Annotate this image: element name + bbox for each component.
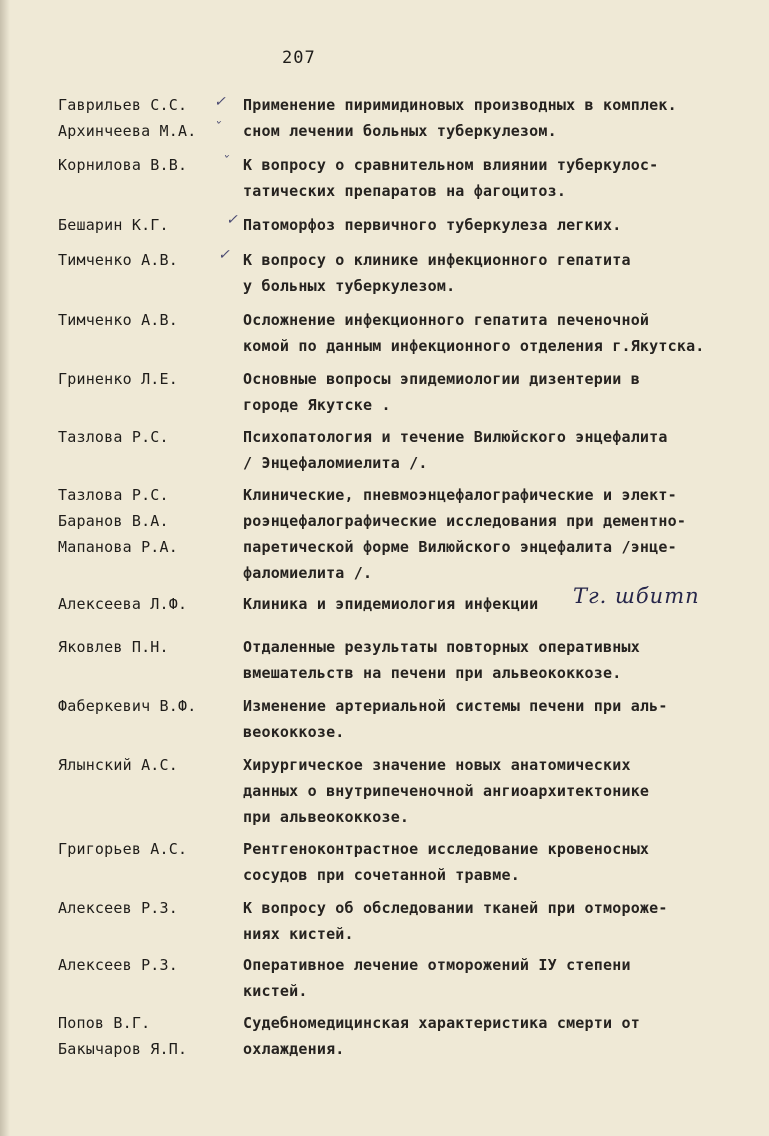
entry-authors bbox=[58, 152, 243, 178]
author: Тазлова Р.С. bbox=[58, 428, 169, 446]
entry-authors bbox=[58, 591, 243, 617]
checkmark-icon: ˇ bbox=[222, 154, 229, 170]
checkmark-icon: ˇ bbox=[214, 120, 221, 136]
author: Гриненко Л.Е. bbox=[58, 370, 178, 388]
author: Фаберкевич В.Ф. bbox=[58, 697, 197, 715]
title-line: охлаждения. bbox=[243, 1040, 345, 1058]
title-line: Осложнение инфекционного гепатита печеночной bbox=[243, 311, 650, 329]
title-line: Рентгеноконтрастное исследование кровеносных bbox=[243, 840, 650, 858]
entry-authors bbox=[58, 634, 243, 660]
checkmark-icon: ✓ bbox=[226, 212, 238, 228]
entry-title bbox=[243, 152, 753, 204]
author: Алексеева Л.Ф. bbox=[58, 595, 188, 613]
author: Бакычаров Я.П. bbox=[58, 1040, 188, 1058]
title-line: городе Якутске . bbox=[243, 396, 391, 414]
title-line: К вопросу об обследовании тканей при отморожe- bbox=[243, 899, 668, 917]
author: Архинчеева М.А. bbox=[58, 122, 197, 140]
title-line: Основные вопросы эпидемиологии дизентерии в bbox=[243, 370, 640, 388]
author: Яковлев П.Н. bbox=[58, 638, 169, 656]
entry-authors bbox=[58, 752, 243, 778]
entry-title bbox=[243, 634, 753, 686]
entry-title bbox=[243, 92, 753, 144]
entry-title bbox=[243, 1010, 753, 1062]
author: Григорьев А.С. bbox=[58, 840, 188, 858]
entry-title bbox=[243, 212, 753, 238]
author: Баранов В.А. bbox=[58, 512, 169, 530]
author: Бешарин К.Г. bbox=[58, 216, 169, 234]
title-line: Изменение артериальной системы печени при аль- bbox=[243, 697, 668, 715]
title-line: у больных туберкулезом. bbox=[243, 277, 456, 295]
entry-authors bbox=[58, 212, 243, 238]
title-line: татических препаратов на фагоцитоз. bbox=[243, 182, 567, 200]
checkmark-icon: ✓ bbox=[214, 94, 226, 110]
title-line: данных о внутрипеченочной ангиоархитектонике bbox=[243, 782, 650, 800]
author: Корнилова В.В. bbox=[58, 156, 188, 174]
title-line: Психопатология и течение Вилюйского энцефалита bbox=[243, 428, 668, 446]
entry-title bbox=[243, 752, 753, 830]
author: Тазлова Р.С. bbox=[58, 486, 169, 504]
entry-authors bbox=[58, 247, 243, 273]
title-line: Оперативное лечение отморожений IУ степени bbox=[243, 956, 631, 974]
entry-authors bbox=[58, 836, 243, 862]
title-line: ниях кистей. bbox=[243, 925, 354, 943]
title-line: Судебномедицинская характеристика смерти от bbox=[243, 1014, 640, 1032]
entry-authors bbox=[58, 482, 243, 560]
entry-title bbox=[243, 482, 753, 586]
entry-authors bbox=[58, 952, 243, 978]
title-line: Клинические, пневмоэнцефалографические и элект- bbox=[243, 486, 677, 504]
author: Попов В.Г. bbox=[58, 1014, 151, 1032]
title-line: роэнцефалографические исследования при дементно- bbox=[243, 512, 687, 530]
entry-title bbox=[243, 836, 753, 888]
entry-title bbox=[243, 247, 753, 299]
entry-title bbox=[243, 366, 753, 418]
entry-title bbox=[243, 693, 753, 745]
author: Тимченко А.В. bbox=[58, 311, 178, 329]
entry-authors bbox=[58, 895, 243, 921]
entry-title bbox=[243, 307, 753, 359]
title-line: комой по данным инфекционного отделения г.Якутска. bbox=[243, 337, 705, 355]
checkmark-icon: ✓ bbox=[218, 247, 230, 263]
title-line: Клиника и эпидемиология инфекции bbox=[243, 595, 539, 613]
author: Гаврильев С.С. bbox=[58, 96, 188, 114]
handwritten-note: Тг. шбитп bbox=[573, 584, 700, 608]
title-line: Применение пиримидиновых производных в комплек. bbox=[243, 96, 677, 114]
title-line: фаломиелита /. bbox=[243, 564, 373, 582]
entry-authors bbox=[58, 307, 243, 333]
author: Тимченко А.В. bbox=[58, 251, 178, 269]
author: Ялынский А.С. bbox=[58, 756, 178, 774]
title-line: Патоморфоз первичного туберкулеза легких. bbox=[243, 216, 622, 234]
title-line: Отдаленные результаты повторных оперативных bbox=[243, 638, 640, 656]
entry-authors bbox=[58, 366, 243, 392]
title-line: сосудов при сочетанной травме. bbox=[243, 866, 520, 884]
title-line: / Энцефаломиелита /. bbox=[243, 454, 428, 472]
entry-authors bbox=[58, 693, 243, 719]
page-number: 207 bbox=[282, 48, 316, 68]
entry-authors bbox=[58, 424, 243, 450]
title-line: при альвеококкозе. bbox=[243, 808, 410, 826]
title-line: К вопросу о клинике инфекционного гепатита bbox=[243, 251, 631, 269]
author: Мапанова Р.А. bbox=[58, 538, 178, 556]
entry-authors bbox=[58, 1010, 243, 1062]
entry-title bbox=[243, 424, 753, 476]
title-line: сном лечении больных туберкулезом. bbox=[243, 122, 557, 140]
title-line: веококкозе. bbox=[243, 723, 345, 741]
entry-title bbox=[243, 952, 753, 1004]
title-line: Хирургическое значение новых анатомических bbox=[243, 756, 631, 774]
title-line: кистей. bbox=[243, 982, 308, 1000]
author: Алексеев Р.З. bbox=[58, 899, 178, 917]
title-line: К вопросу о сравнительном влиянии туберкулос- bbox=[243, 156, 659, 174]
title-line: вмешательств на печени при альвеококкозе. bbox=[243, 664, 622, 682]
author: Алексеев Р.З. bbox=[58, 956, 178, 974]
title-line: паретической форме Вилюйского энцефалита /энце- bbox=[243, 538, 677, 556]
entry-title bbox=[243, 895, 753, 947]
